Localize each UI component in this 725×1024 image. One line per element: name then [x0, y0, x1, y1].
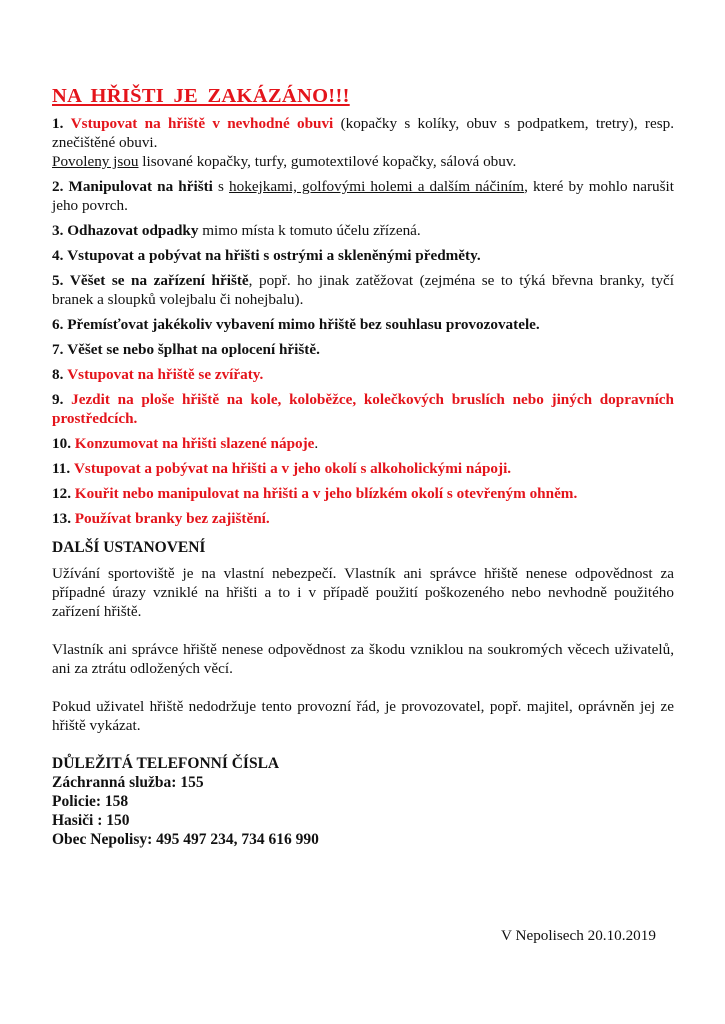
rule-item [52, 221, 674, 240]
rule-text: , popř. ho jinak zatěžovat (zejména se to týká břevna branky, tyčí branek a sloupků volejbalu či nohejbalu). [52, 272, 675, 308]
rule-item [52, 459, 674, 478]
rule-item [52, 484, 674, 503]
rule-number: 10. [52, 435, 71, 452]
rule-text-bold: Přemísťovat jakékoliv vybavení mimo hřiště bez souhlasu provozovatele. [67, 316, 540, 333]
rule-item [52, 365, 674, 384]
rule-text-red: Vstupovat a pobývat na hřišti a v jeho okolí s alkoholickými nápoji. [73, 460, 512, 477]
rule-text-bold: Manipulovat na hřišti [68, 178, 213, 195]
rule-number: 8. [52, 366, 64, 383]
rule-text: . [314, 435, 319, 452]
rule-number: 4. [52, 247, 64, 264]
signature-date: V Nepolisech 20.10.2019 [501, 927, 656, 944]
rule-item [52, 509, 674, 528]
further-paragraph: Vlastník ani správce hřiště nenese odpovědnost za škodu vzniklou na soukromých věcech uživatelů, ani za ztrátu odložených věcí. [52, 641, 674, 677]
rule-item [52, 177, 674, 215]
rule-number: 3. [52, 222, 64, 239]
rule-text: (kopačky s kolíky, obuv s podpatkem, tretry), resp. znečištěné obuvi. [52, 115, 675, 151]
rule-item [52, 246, 674, 265]
rule-number: 9. [52, 391, 64, 408]
rule-number: 12. [52, 485, 71, 502]
rule-number: 11. [52, 460, 71, 477]
rule-text-bold: Věšet se nebo šplhat na oplocení hřiště. [67, 341, 320, 358]
section-heading-phones: DŮLEŽITÁ TELEFONNÍ ČÍSLA [52, 755, 280, 772]
rule-item [52, 315, 674, 334]
phone-section [52, 754, 674, 849]
rule-note-underlined: Povoleny jsou [52, 153, 139, 170]
rule-note: lisované kopačky, turfy, gumotextilové kopačky, sálová obuv. [138, 153, 517, 170]
rule-number: 7. [52, 341, 64, 358]
rule-text-red: Jezdit na ploše hřiště na kole, koloběžce, kolečkových bruslích nebo jiných dopravních prostředcích. [52, 391, 674, 427]
rule-text-red: Kouřit nebo manipulovat na hřišti a v jeho blízkém okolí s otevřeným ohněm. [74, 485, 578, 502]
phone-line: Hasiči : 150 [52, 812, 130, 829]
rule-item [52, 114, 674, 171]
rule-text: mimo místa k tomuto účelu zřízená. [198, 222, 421, 239]
rule-text: s [212, 178, 230, 195]
rule-item [52, 271, 674, 309]
rule-item [52, 434, 674, 453]
rule-text-red: Konzumovat na hřišti slazené nápoje [74, 435, 315, 452]
rule-text-red: Vstupovat na hřiště se zvířaty. [67, 366, 264, 383]
rule-text-red: Používat branky bez zajištění. [74, 510, 270, 527]
rule-text-bold: Věšet se na zařízení hřiště [69, 272, 249, 289]
rule-number: 5. [52, 272, 64, 289]
rule-text-bold: Odhazovat odpadky [67, 222, 199, 239]
page-title: NA HŘIŠTI JE ZAKÁZÁNO!!! [52, 85, 350, 107]
rule-number: 6. [52, 316, 64, 333]
document-page [52, 84, 674, 849]
rule-item [52, 390, 674, 428]
rule-text-bold: Vstupovat a pobývat na hřišti s ostrými a skleněnými předměty. [67, 247, 481, 264]
further-paragraph: Užívání sportoviště je na vlastní nebezpečí. Vlastník ani správce hřiště nenese odpovědnost za případné úrazy vzniklé na hřišti a to i v případě použití poškozeného nebo nevhodně použitého zařízení hřiště. [52, 565, 674, 620]
rule-number: 2. [52, 178, 64, 195]
phone-line: Záchranná služba: 155 [52, 774, 204, 791]
further-paragraph: Pokud uživatel hřiště nedodržuje tento provozní řád, je provozovatel, popř. majitel, oprávněn jej ze hřiště vykázat. [52, 698, 674, 734]
rule-item [52, 340, 674, 359]
rule-number: 1. [52, 115, 64, 132]
rule-text-red: Vstupovat na hřiště v nevhodné obuvi [70, 115, 334, 132]
phone-line: Policie: 158 [52, 793, 129, 810]
rule-number: 13. [52, 510, 71, 527]
rule-text: , které by mohlo narušit jeho povrch. [52, 178, 675, 214]
phone-line: Obec Nepolisy: 495 497 234, 734 616 990 [52, 831, 319, 848]
rule-text-underlined: hokejkami, golfovými holemi a dalším náčiním [229, 178, 525, 195]
section-heading-further: DALŠÍ USTANOVENÍ [52, 539, 206, 556]
